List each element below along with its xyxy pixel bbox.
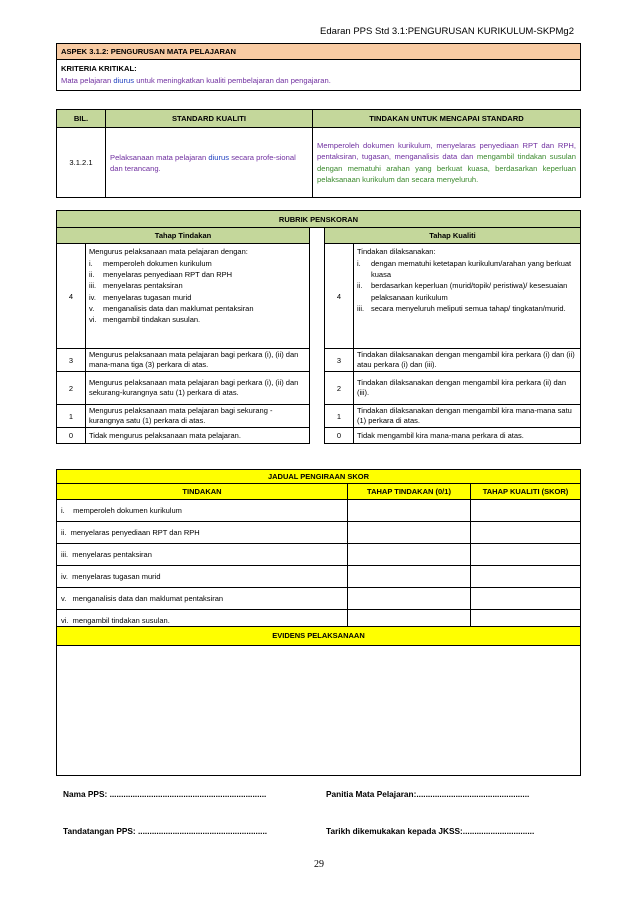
list-item: i. dengan mematuhi ketetapan kurikulum/arahan yang berkuat kuasa (357, 259, 572, 280)
col-bil: BIL. (57, 110, 106, 128)
list-item: ii. menyelaras penyediaan RPT dan RPH (89, 270, 233, 280)
rubrik-row-3: 3 Mengurus pelaksanaan mata pelajaran bagi perkara (i), (ii) dan mana-mana tiga (3) perkara di atas. 3 Tindakan dilaksanakan dengan mengambil kira perkara (i) dan (ii) atau perkara (i) dan (iii). (57, 349, 581, 372)
tahap-kualiti-input[interactable] (471, 588, 581, 610)
list-item: iii. secara menyeluruh meliputi semua tahap/ tingkatan/murid. (357, 303, 566, 313)
aspek-title: ASPEK 3.1.2: PENGURUSAN MATA PELAJARAN (57, 44, 581, 60)
col-tahap-kualiti: Tahap Kualiti (325, 228, 581, 244)
kriteria-cell (57, 60, 581, 91)
col-tahap-tindakan-01: TAHAP TINDAKAN (0/1) (348, 484, 471, 500)
jadual-table (56, 469, 581, 632)
tandatangan-field[interactable]: Tandatangan PPS: ........................................................ (63, 826, 268, 836)
tahap-kualiti-input[interactable] (471, 566, 581, 588)
kriteria-label: KRITERIA KRITIKAL: (61, 64, 137, 73)
list-item: ii. berdasarkan keperluan (murid/topik/ peristiwa)/ kesesuaian pelaksanaan kurikulum (357, 281, 568, 302)
col-standard: STANDARD KUALITI (106, 110, 313, 128)
standard-bil: 3.1.2.1 (57, 128, 106, 198)
panitia-field[interactable]: Panitia Mata Pelajaran:................................................. (326, 789, 530, 799)
list-item: i. memperoleh dokumen kurikulum (89, 259, 212, 268)
rubrik-table (56, 210, 581, 444)
table-row: i. memperoleh dokumen kurikulum (57, 500, 581, 522)
evidens-area[interactable] (57, 646, 580, 775)
rubrik-row-1: 1 Mengurus pelaksanaan mata pelajaran bagi sekurang -kurangnya satu (1) perkara di atas. 1 Tindakan dilaksanakan dengan mengambil kira mana-mana satu (1) perkara di atas. (57, 405, 581, 428)
col-tahap-tindakan: Tahap Tindakan (57, 228, 310, 244)
tahap-kualiti-input[interactable] (471, 544, 581, 566)
table-row: iii. menyelaras pentaksiran (57, 544, 581, 566)
jadual-title: JADUAL PENGIRAAN SKOR (57, 470, 581, 484)
col-tahap-kualiti-skor: TAHAP KUALITI (SKOR) (471, 484, 581, 500)
table-row: iv. menyelaras tugasan murid (57, 566, 581, 588)
score-4: 4 (57, 244, 86, 349)
tahap-tindakan-input[interactable] (348, 566, 471, 588)
list-item: iii. menyelaras pentaksiran (89, 281, 183, 291)
col-tindakan: TINDAKAN UNTUK MENCAPAI STANDARD (313, 110, 581, 128)
list-item: iv. menyelaras tugasan murid (89, 292, 192, 302)
tarikh-field[interactable]: Tarikh dikemukakan kepada JKSS:............................... (326, 826, 535, 836)
page-number: 29 (314, 859, 324, 870)
table-row: ii. menyelaras penyediaan RPT dan RPH (57, 522, 581, 544)
evidens-box (56, 626, 581, 776)
list-item: v. menganalisis data dan maklumat pentaksiran (89, 303, 254, 313)
table-row: vi. mengambil tindakan susulan. (57, 610, 581, 632)
tahap-tindakan-input[interactable] (348, 522, 471, 544)
tahap-kualiti-input[interactable] (471, 522, 581, 544)
tahap-tindakan-input[interactable] (348, 500, 471, 522)
standard-tindakan: Memperoleh dokumen kurikulum, menyelaras penyediaan RPT dan RPH, pentaksiran, tugasan, menganalisis data dan mengambil tindakan susulan dengan mematuhi arahan yang berkuat kuasa, berdasarkan keperluan pelaksanaan kurikulum dan secara menyeluruh. (313, 128, 581, 198)
kualiti-score-4: 4 (325, 244, 354, 349)
rubrik-row-0: 0 Tidak mengurus pelaksanaan mata pelajaran. 0 Tidak mengambil kira mana-mana perkara di atas. (57, 428, 581, 444)
standard-table (56, 109, 581, 198)
list-item: vi. mengambil tindakan susulan. (89, 315, 201, 325)
col-jadual-tindakan: TINDAKAN (57, 484, 348, 500)
rubrik-title: RUBRIK PENSKORAN (57, 211, 581, 228)
tahap-tindakan-input[interactable] (348, 544, 471, 566)
aspek-table (56, 43, 581, 91)
tahap-kualiti-input[interactable] (471, 500, 581, 522)
rubrik-row-2: 2 Mengurus pelaksanaan mata pelajaran bagi perkara (i), (ii) dan sekurang-kurangnya satu (1) perkara di atas. 2 Tindakan dilaksanakan dengan mengambil kira perkara (ii) dan (iii). (57, 372, 581, 405)
document-header: Edaran PPS Std 3.1:PENGURUSAN KURIKULUM-SKPMg2 (320, 26, 574, 37)
evidens-title: EVIDENS PELAKSANAAN (57, 627, 580, 646)
table-row: v. menganalisis data dan maklumat pentaksiran (57, 588, 581, 610)
tahap-tindakan-input[interactable] (348, 588, 471, 610)
tindakan-4: Mengurus pelaksanaan mata pelajaran dengan: i. memperoleh dokumen kurikulum ii. menyelaras penyediaan RPT dan RPH iii. menyelaras pentaksiran iv. menyelaras tugasan murid v. menganalisis data dan maklumat pentaksiran vi. mengambil tindakan susulan. (86, 244, 310, 349)
kriteria-text: Mata pelajaran diurus untuk meningkatkan kualiti pembelajaran dan pengajaran. (61, 76, 331, 85)
kualiti-4: Tindakan dilaksanakan: i. dengan mematuhi ketetapan kurikulum/arahan yang berkuat kuasa ii. berdasarkan keperluan (murid/topik/ peristiwa)/ kesesuaian pelaksanaan kurikulum iii. secara menyeluruh meliputi semua tahap/ tingkatan/murid. (354, 244, 581, 349)
standard-kualiti: Pelaksanaan mata pelajaran diurus secara profe-sional dan terancang. (106, 128, 313, 198)
nama-pps-field[interactable]: Nama PPS: .................................................................... (63, 789, 267, 799)
